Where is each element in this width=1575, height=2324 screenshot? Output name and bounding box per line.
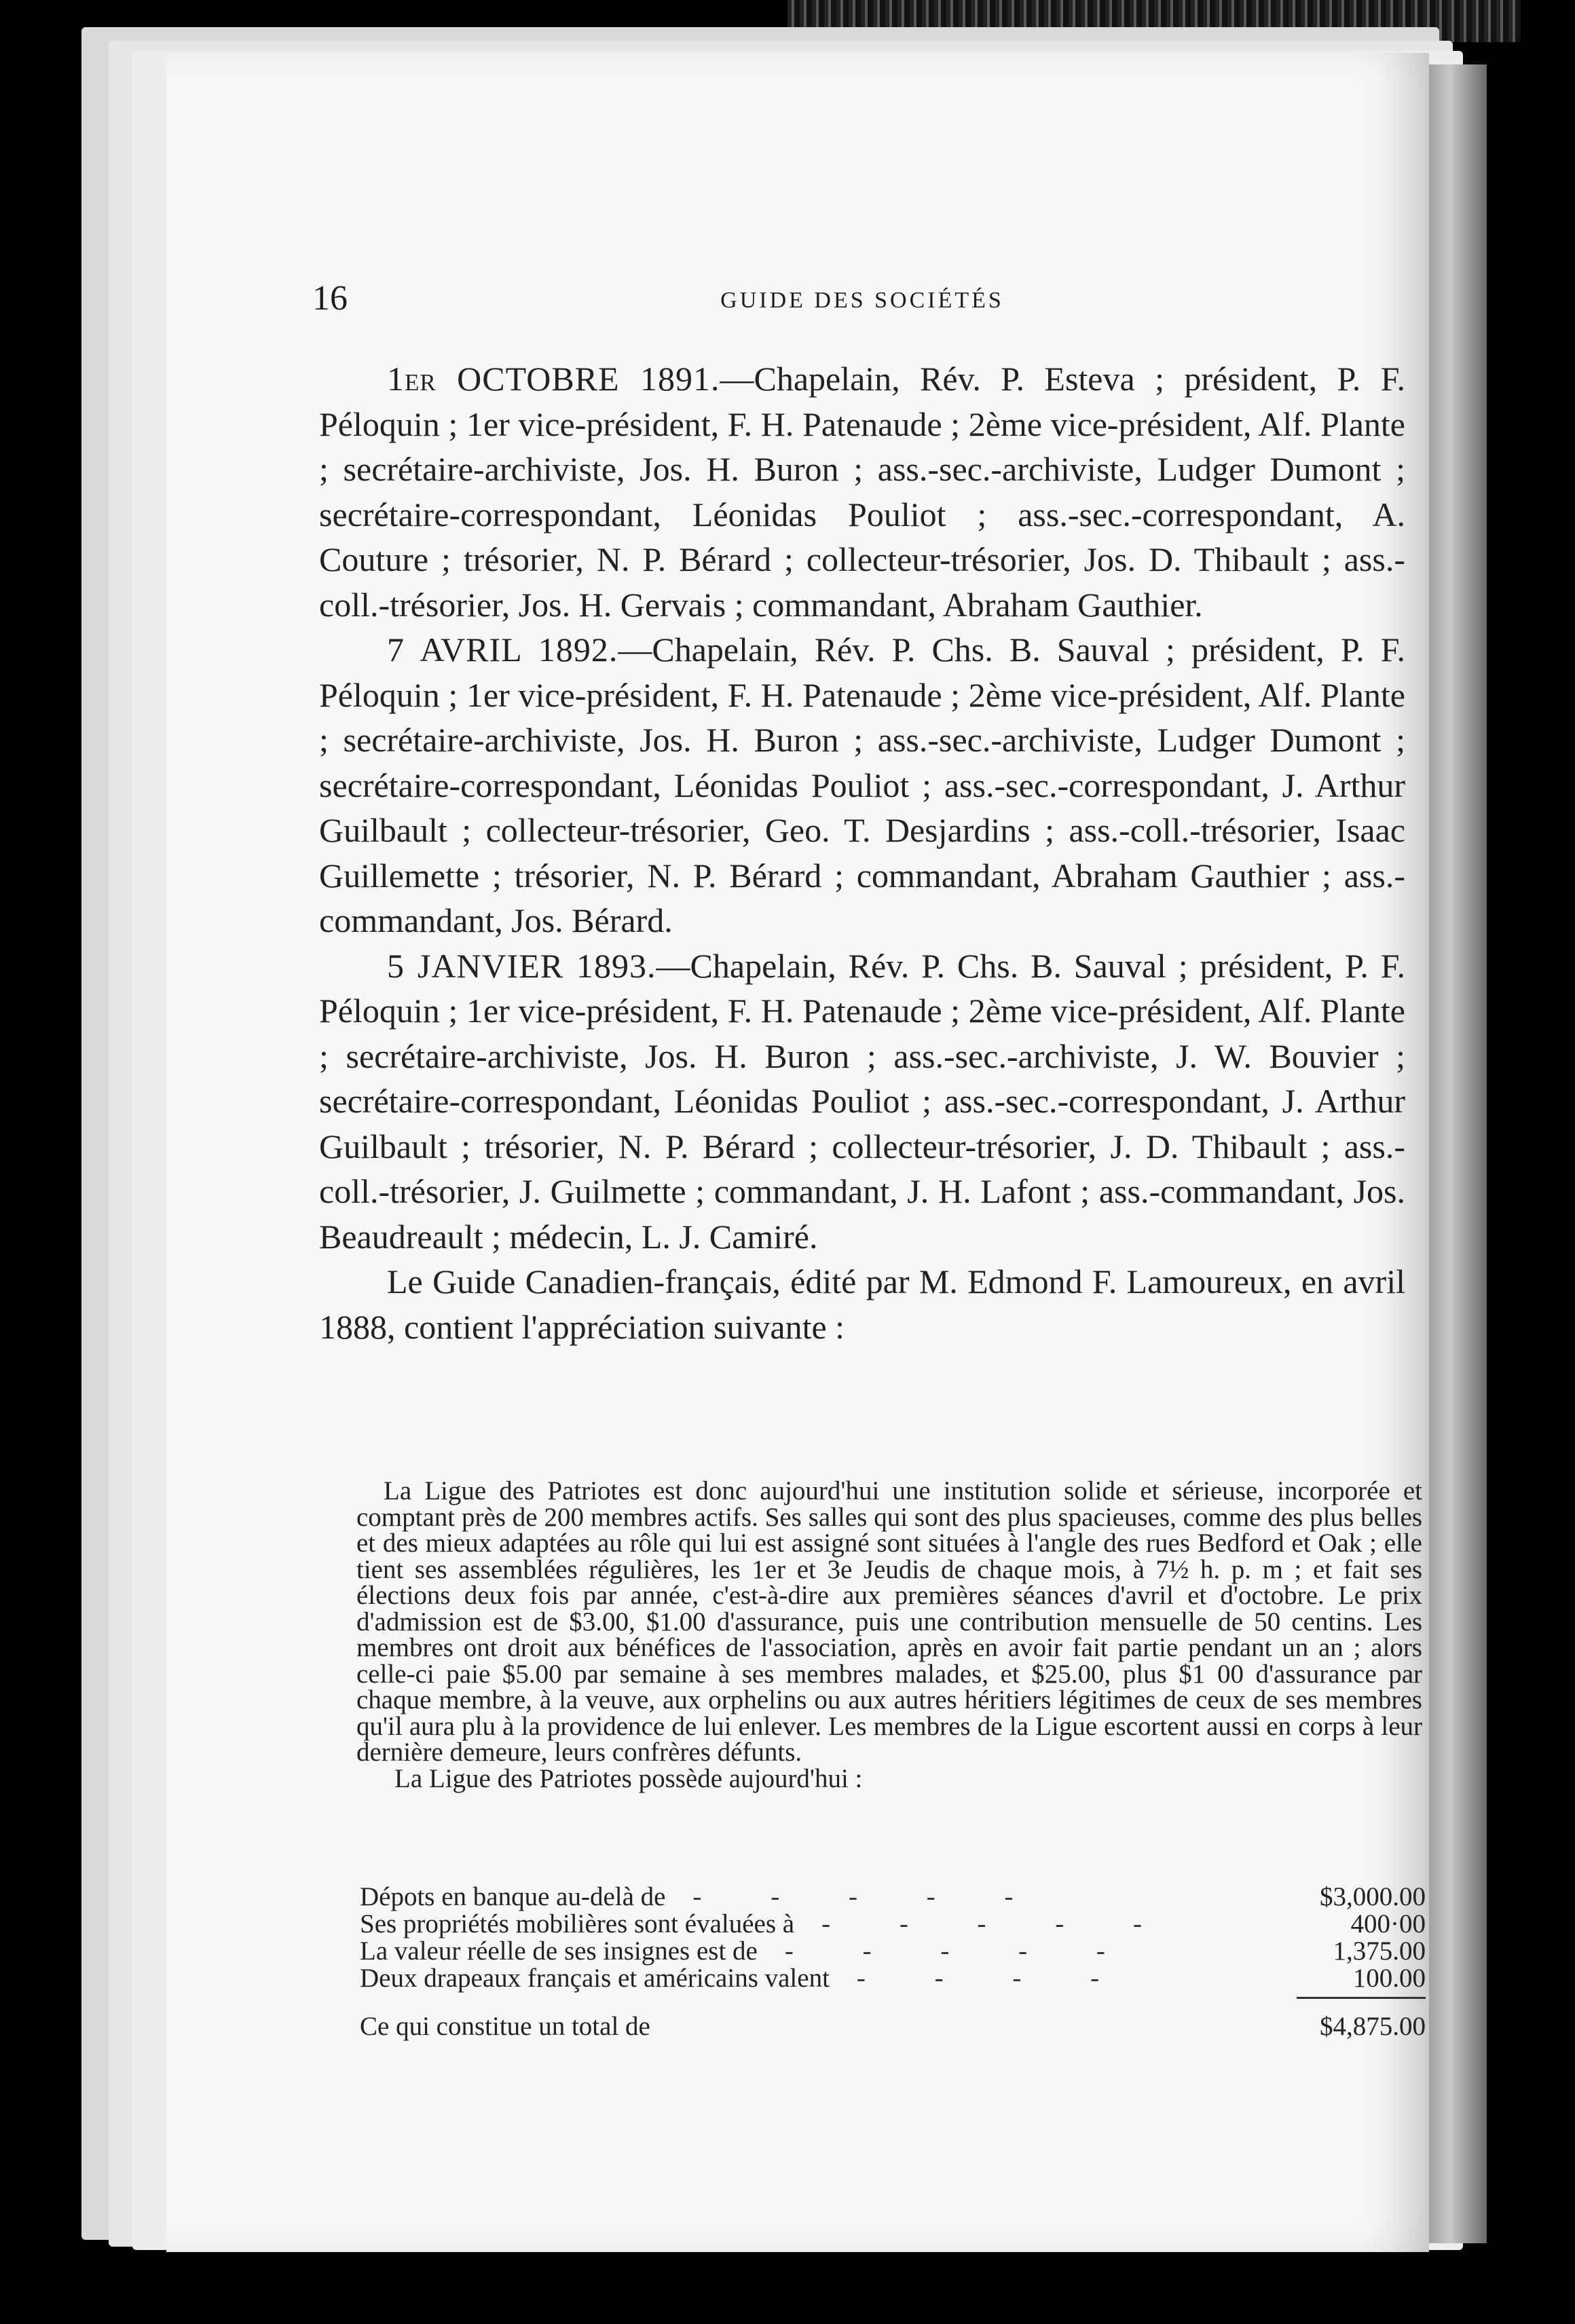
asset-row	[360, 1963, 1426, 1993]
quoted-passage	[356, 1478, 1422, 1792]
quote-text: La Ligue des Patriotes est donc aujourd'hui une institution solide et sérieuse, incorporée et comptant près de 200 membres actifs. Ses salles qui sont des plus spacieuses, comme des plus belles et des mieux adaptées au rôle qui lui est assigné sont situées à l'angle des rues Bedford et Oak ; elle tient ses assemblées régulières, les 1er et 3e Jeudis de chaque mois, à 7½ h. p. m ; et fait ses élections deux fois par année, c'est-à-dire aux premières séances d'avril et d'octobre. Le prix d'admission est de $3.00, $1.00 d'assurance, puis une contribution mensuelle de 50 centins. Les membres ont droit aux bénéfices de l'association, après en avoir fait partie pendant un an ; alors celle-ci paie $5.00 par semaine à ses membres malades, et $25.00, plus $1 00 d'assurance par chaque membre, à la veuve, aux orphelins ou aux autres héritiers légitimes de ceux de ses membres qu'il aura plu à la providence de lui enlever. Les membres de la Ligue escortent aussi en corps à leur dernière demeure, leurs confrères défunts.	[356, 1476, 1422, 1767]
paragraph-text: —Chapelain, Rév. P. Chs. B. Sauval ; président, P. F. Péloquin ; 1er vice-président, F. H. Patenaude ; 2ème vice-président, Alf. Plante ; secrétaire-archiviste, Jos. H. Buron ; ass.-sec.-archiviste, J. W. Bouvier ; secrétaire-correspondant, Léonidas Pouliot ; ass.-sec.-correspondant, J. Arthur Guilbault ; trésorier, N. P. Bérard ; collecteur-trésorier, J. D. Thibault ; ass.-coll.-trésorier, J. Guilmette ; commandant, J. H. Lafont ; ass.-commandant, Jos. Beaudreault ; médecin, L. J. Camiré.	[319, 946, 1406, 1256]
asset-amount: 400·00	[1350, 1909, 1426, 1938]
leader-dots: - - - - -	[784, 1936, 1136, 1966]
asset-row	[360, 1936, 1426, 1966]
paragraph-text: Le Guide Canadien-français, édité par M. Edmond F. Lamoureux, en avril 1888, contient l'appréciation suivante :	[319, 1262, 1405, 1346]
paragraph-date: 5 JANVIER 1893.	[387, 946, 656, 985]
leader-dots: - - - -	[856, 1964, 1131, 1993]
paragraph-octobre-1891	[319, 356, 1405, 627]
asset-label: Deux drapeaux français et américains valent	[360, 1964, 830, 1993]
asset-amount: 1,375.00	[1333, 1936, 1426, 1966]
total-row	[360, 2011, 1426, 2042]
paragraph-text: —Chapelain, Rév. P. Chs. B. Sauval ; président, P. F. Péloquin ; 1er vice-président, F. H. Patenaude ; 2ème vice-président, Alf. Plante ; secrétaire-archiviste, Jos. H. Buron ; ass.-sec.-archiviste, Ludger Dumont ; secrétaire-correspondant, Léonidas Pouliot ; ass.-sec.-correspondant, J. Arthur Guilbault ; collecteur-trésorier, Geo. T. Desjardins ; ass.-coll.-trésorier, Isaac Guillemette ; trésorier, N. P. Bérard ; commandant, Abraham Gauthier ; ass.-commandant, Jos. Bérard.	[319, 631, 1405, 939]
page-number: 16	[312, 279, 348, 318]
paragraph-guide-canadien	[319, 1259, 1405, 1349]
paragraph-avril-1892	[319, 627, 1405, 943]
asset-row	[360, 1909, 1426, 1936]
book-gutter-shadow	[1426, 64, 1487, 2243]
asset-row	[360, 1881, 1426, 1909]
paragraph-janvier-1893	[319, 943, 1405, 1260]
asset-amount: 100.00	[1352, 1964, 1426, 1993]
paragraph-text: —Chapelain, Rév. P. Esteva ; président, P. F. Péloquin ; 1er vice-président, F. H. Patenaude ; 2ème vice-président, Alf. Plante ; secrétaire-archiviste, Jos. H. Buron ; ass.-sec.-archiviste, Ludger Dumont ; secrétaire-correspondant, Léonidas Pouliot ; ass.-sec.-correspondant, A. Couture ; trésorier, N. P. Bérard ; collecteur-trésorier, Jos. D. Thibault ; ass.-coll.-trésorier, Jos. H. Gervais ; commandant, Abraham Gauthier.	[319, 360, 1405, 624]
leader-dots: - - - - -	[821, 1909, 1174, 1938]
total-amount: $4,875.00	[1320, 2012, 1426, 2041]
paragraph-date: 7 AVRIL 1892.	[387, 631, 618, 669]
body-text	[319, 356, 1405, 1349]
asset-label: Dépots en banque au-delà de	[360, 1882, 666, 1911]
page-header	[312, 278, 1412, 326]
asset-label: Ses propriétés mobilières sont évaluées à	[360, 1909, 795, 1938]
sum-rule	[1297, 1997, 1426, 1999]
paragraph-date: 1er OCTOBRE 1891.	[387, 360, 720, 398]
total-label: Ce qui constitue un total de	[360, 2012, 650, 2041]
assets-table	[360, 1881, 1426, 2042]
running-head: GUIDE DES SOCIÉTÉS	[720, 288, 1004, 313]
asset-amount: $3,000.00	[1320, 1882, 1426, 1911]
asset-label: La valeur réelle de ses insignes est de	[360, 1936, 758, 1966]
leader-dots: - - - - -	[692, 1882, 1045, 1911]
quote-intro: La Ligue des Patriotes possède aujourd'hui :	[394, 1763, 863, 1793]
